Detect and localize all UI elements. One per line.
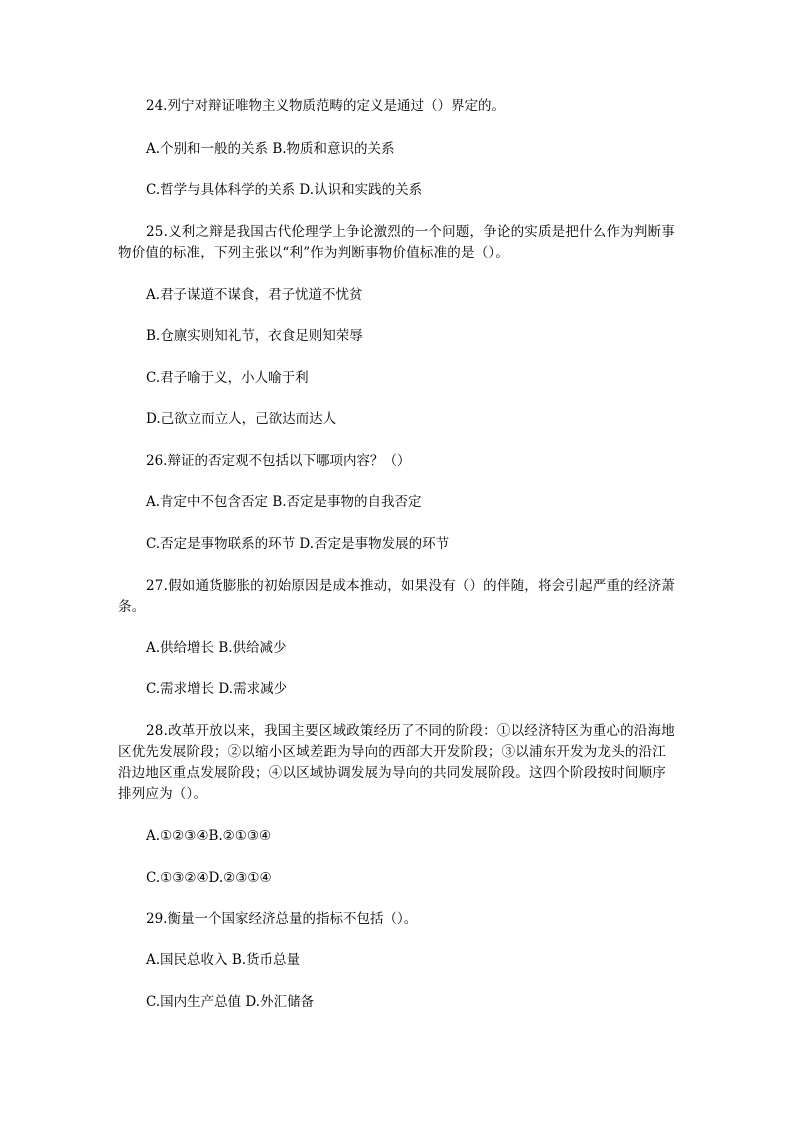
question-24-option-line-1: A.个别和一般的关系 B.物质和意识的关系 bbox=[146, 141, 395, 157]
question-28-option-line-2: C.①③②④D.②③①④ bbox=[146, 870, 272, 886]
question-26-option-line-2: C.否定是事物联系的环节 D.否定是事物发展的环节 bbox=[146, 536, 450, 552]
question-27-option-line-1: A.供给增长 B.供给减少 bbox=[146, 640, 287, 656]
question-28-stem: 28.改革开放以来，我国主要区域政策经历了不同的阶段：①以经济特区为重心的沿海地区优先发展阶段；②以缩小区域差距为导向的西部大开发阶段；③以浦东开发为龙头的沿江沿边地区重点发展阶段；④以区域协调发展为导向的共同发展阶段。这四个阶段按时间顺序排列应为（）。 bbox=[118, 723, 675, 802]
question-24-stem: 24.列宁对辩证唯物主义物质范畴的定义是通过（）界定的。 bbox=[146, 98, 505, 114]
question-25-option-b: B.仓廪实则知礼节，衣食足则知荣辱 bbox=[146, 328, 363, 344]
question-29-option-line-1: A.国民总收入 B.货币总量 bbox=[146, 952, 301, 968]
question-25-option-d: D.己欲立而立人，己欲达而达人 bbox=[146, 411, 337, 427]
question-25-stem: 25.义利之辩是我国古代伦理学上争论激烈的一个问题，争论的实质是把什么作为判断事物价值的标准，下列主张以“利”作为判断事物价值标准的是（）。 bbox=[118, 224, 675, 261]
question-29-stem: 29.衡量一个国家经济总量的指标不包括（）。 bbox=[146, 911, 418, 927]
question-25-option-c: C.君子喻于义，小人喻于利 bbox=[146, 370, 309, 386]
question-29-option-line-2: C.国内生产总值 D.外汇储备 bbox=[146, 994, 315, 1010]
question-24-option-line-2: C.哲学与具体科学的关系 D.认识和实践的关系 bbox=[146, 182, 423, 198]
question-25-option-a: A.君子谋道不谋食，君子忧道不忧贫 bbox=[146, 287, 363, 303]
question-26-option-line-1: A.肯定中不包含否定 B.否定是事物的自我否定 bbox=[146, 494, 422, 510]
question-26-stem: 26.辩证的否定观不包括以下哪项内容？（） bbox=[146, 453, 411, 469]
question-27-stem: 27.假如通货膨胀的初始原因是成本推动，如果没有（）的伴随，将会引起严重的经济萧条。 bbox=[118, 578, 675, 615]
question-28-option-line-1: A.①②③④B.②①③④ bbox=[146, 828, 272, 844]
question-27-option-line-2: C.需求增长 D.需求减少 bbox=[146, 681, 288, 697]
